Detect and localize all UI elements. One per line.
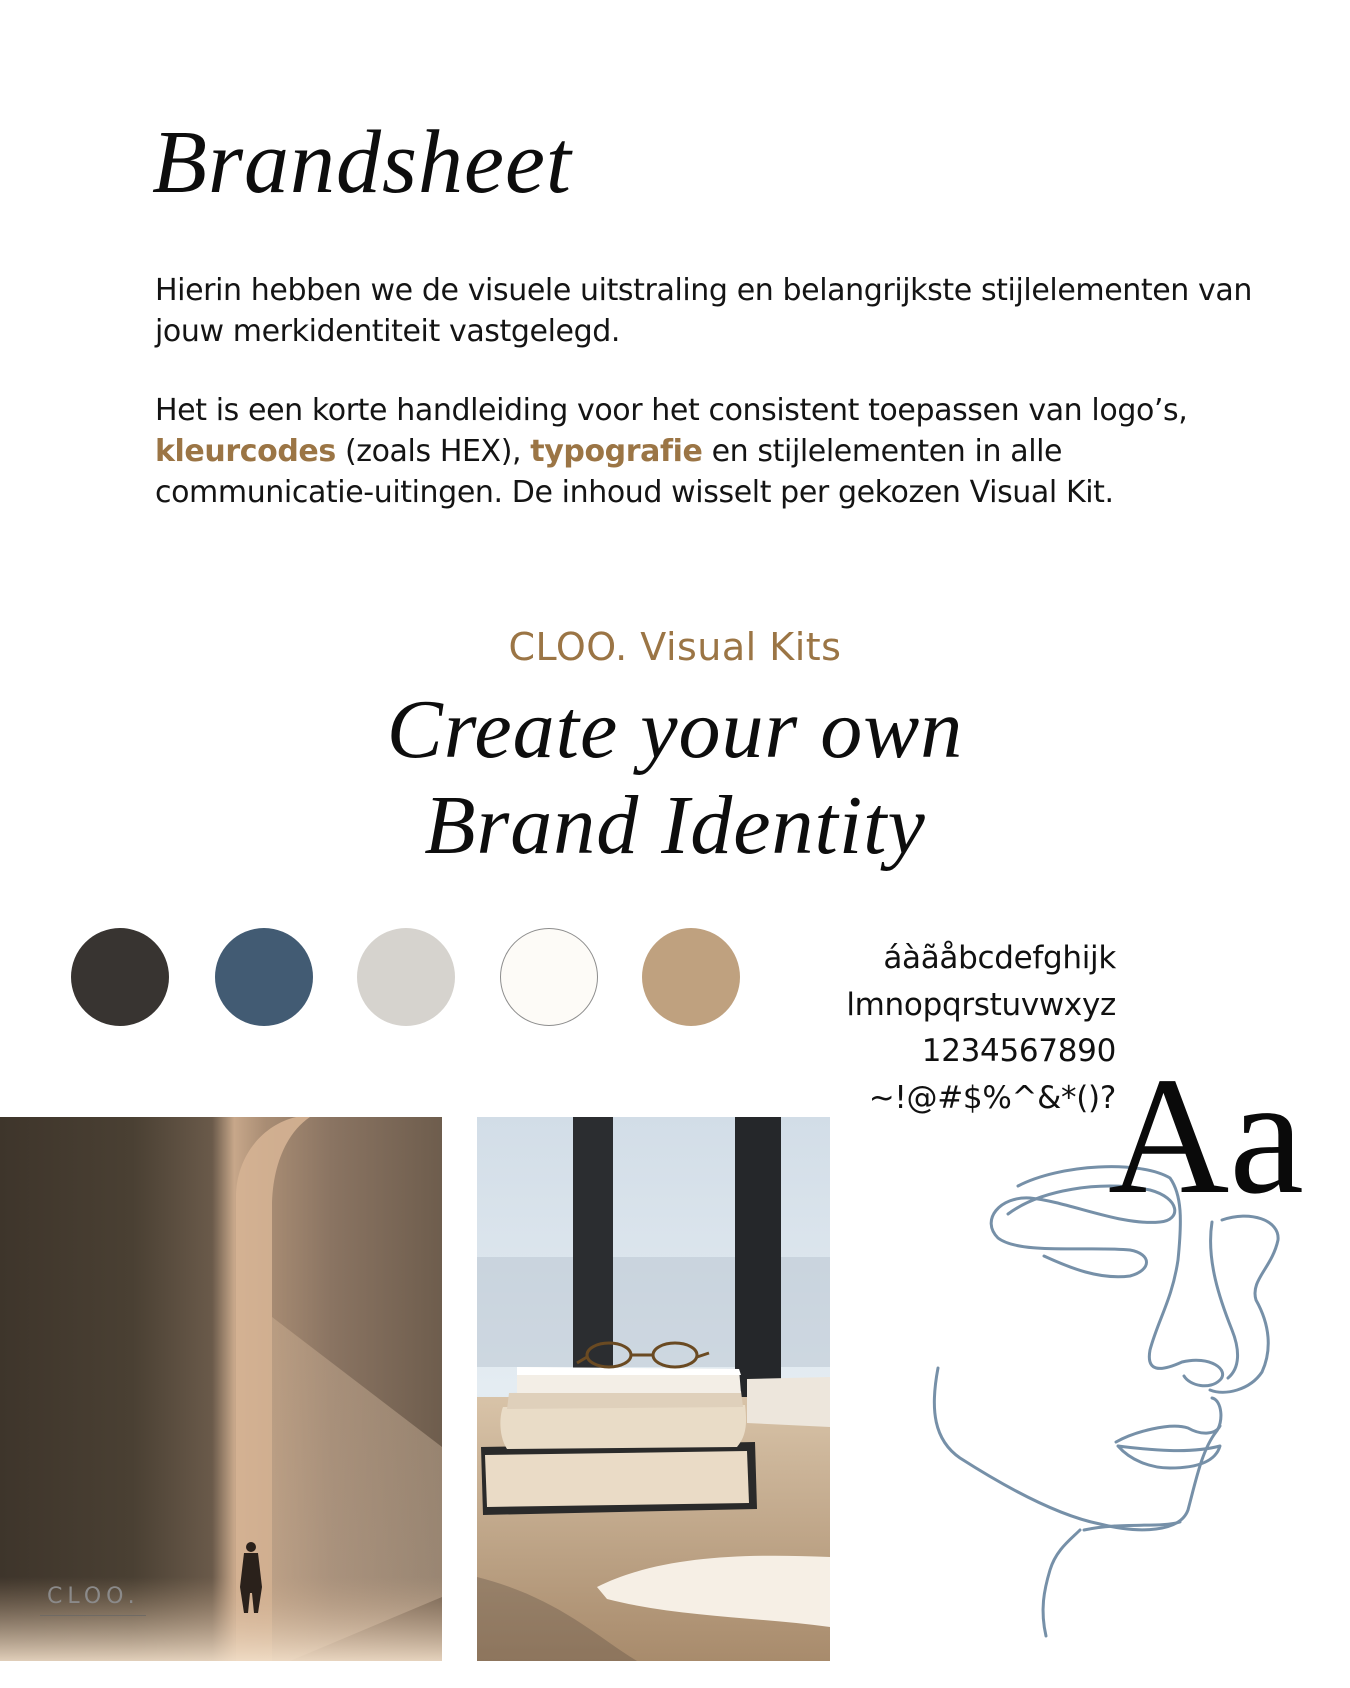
glyphs-lowercase-2: lmnopqrstuvwxyz — [846, 986, 1116, 1023]
archway-scene-icon — [0, 1117, 442, 1661]
page-title: Brandsheet — [152, 113, 572, 212]
intro-paragraph-1: Hierin hebben we de visuele uitstraling en belangrijkste stijlelementen van jouw merkidentiteit vastgelegd. — [155, 273, 1253, 349]
books-scene-icon — [477, 1117, 830, 1661]
hero-line-1: Create your own — [386, 683, 964, 776]
intro-paragraph-2 — [155, 390, 1275, 513]
cloo-watermark: CLOO. — [47, 1584, 140, 1609]
glyphs-numbers: 1234567890 — [921, 1033, 1116, 1069]
swatch-sand — [642, 928, 740, 1026]
visual-kits-kicker: CLOO. Visual Kits — [508, 625, 842, 669]
swatch-light-grey — [357, 928, 455, 1026]
intro-text-part1: Het is een korte handleiding voor het consistent toepassen van logo’s, — [155, 393, 1188, 428]
swatch-off-white — [500, 928, 598, 1026]
intro-text-part3: en stijlelementen in alle communicatie-uitingen. De inhoud wisselt per gekozen Visual Kit. — [155, 434, 1114, 510]
hero-line-2: Brand Identity — [424, 779, 926, 872]
glyphs-lowercase-1: áàãåbcdefghijk — [883, 940, 1116, 976]
typeface-specimen-aa: Aa — [1108, 1043, 1304, 1229]
face-lineart-icon — [920, 1150, 1350, 1688]
swatch-charcoal — [71, 928, 169, 1026]
highlight-kleurcodes: kleurcodes — [155, 434, 336, 469]
typography-specimen — [846, 935, 1116, 1121]
glyphs-symbols: ~!@#$%^&*()? — [868, 1079, 1116, 1116]
photo-books-glasses — [477, 1117, 830, 1661]
swatch-slate-blue — [215, 928, 313, 1026]
hero-headline — [0, 682, 1350, 874]
intro-text-part2: (zoals HEX), — [335, 434, 531, 469]
photo-archway — [0, 1117, 442, 1661]
highlight-typografie: typografie — [530, 434, 703, 469]
watermark-underline — [40, 1615, 146, 1616]
